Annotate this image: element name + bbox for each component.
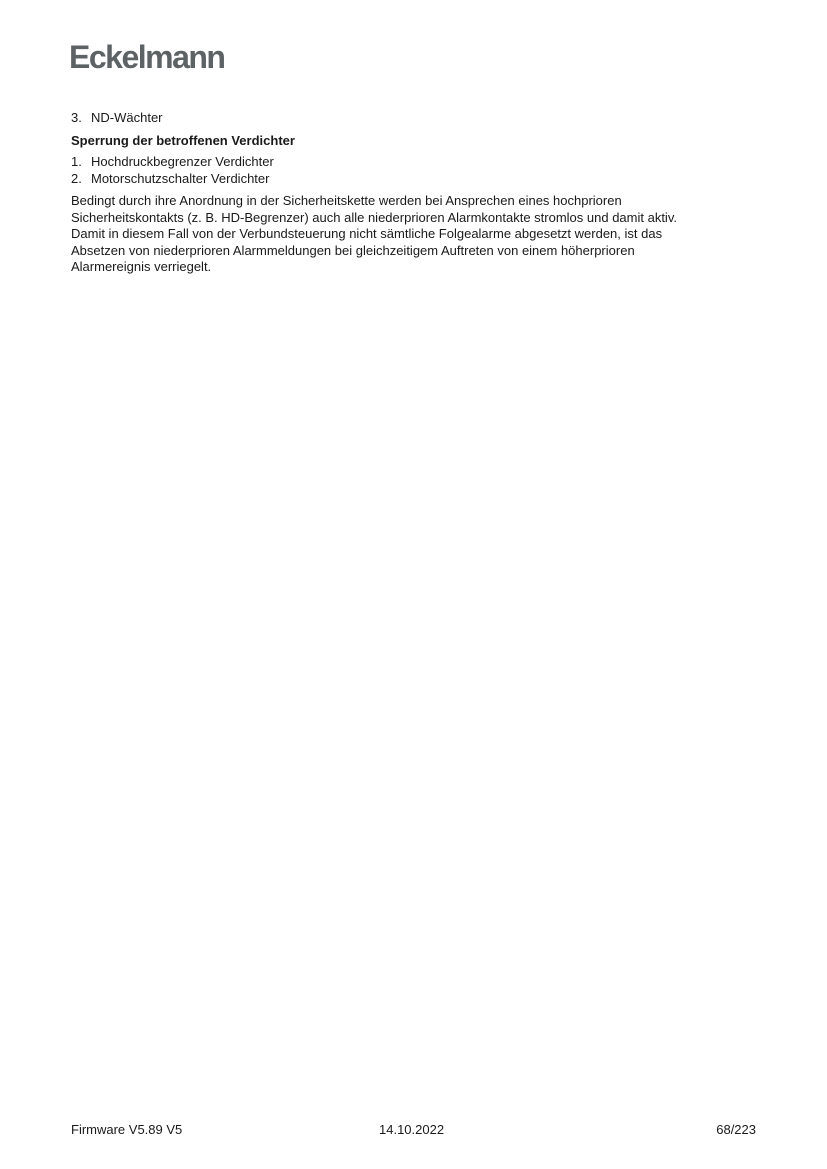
list-item-text: Motorschutzschalter Verdichter: [91, 170, 270, 186]
paragraph-line: Sicherheitskontakts (z. B. HD-Begrenzer) auch alle niederprioren Alarmkontakte stromlos und damit aktiv.: [71, 209, 677, 225]
company-logo: Eckelmann: [69, 39, 225, 75]
paragraph-line: Alarmereignis verriegelt.: [71, 259, 212, 274]
page-content: [71, 110, 751, 276]
paragraph-line: Absetzen von niederprioren Alarmmeldungen bei gleichzeitigem Auftreten von einem höherprioren: [71, 242, 635, 258]
list-item: [71, 154, 751, 171]
list-item-text: Hochdruckbegrenzer Verdichter: [91, 154, 274, 169]
list-item-number: 3.: [71, 110, 82, 125]
list-item: [71, 110, 751, 127]
numbered-list: [71, 154, 751, 187]
section-heading: Sperrung der betroffenen Verdichter: [71, 132, 295, 148]
paragraph-line: Bedingt durch ihre Anordnung in der Sicherheitskette werden bei Ansprechen eines hochprioren: [71, 193, 622, 208]
footer-firmware-version: Firmware V5.89 V5: [71, 1122, 183, 1137]
body-paragraph: [71, 193, 751, 276]
list-item-text: ND-Wächter: [91, 110, 163, 125]
list-item-number: 1.: [71, 154, 82, 169]
paragraph-line: Damit in diesem Fall von der Verbundsteuerung nicht sämtliche Folgealarme abgesetzt werden, ist das: [71, 226, 663, 241]
footer-page-number: 68/223: [716, 1122, 756, 1137]
footer-date: 14.10.2022: [379, 1122, 445, 1137]
numbered-list-continued: [71, 110, 751, 127]
list-item: [71, 171, 751, 188]
list-item-number: 2.: [71, 170, 82, 186]
